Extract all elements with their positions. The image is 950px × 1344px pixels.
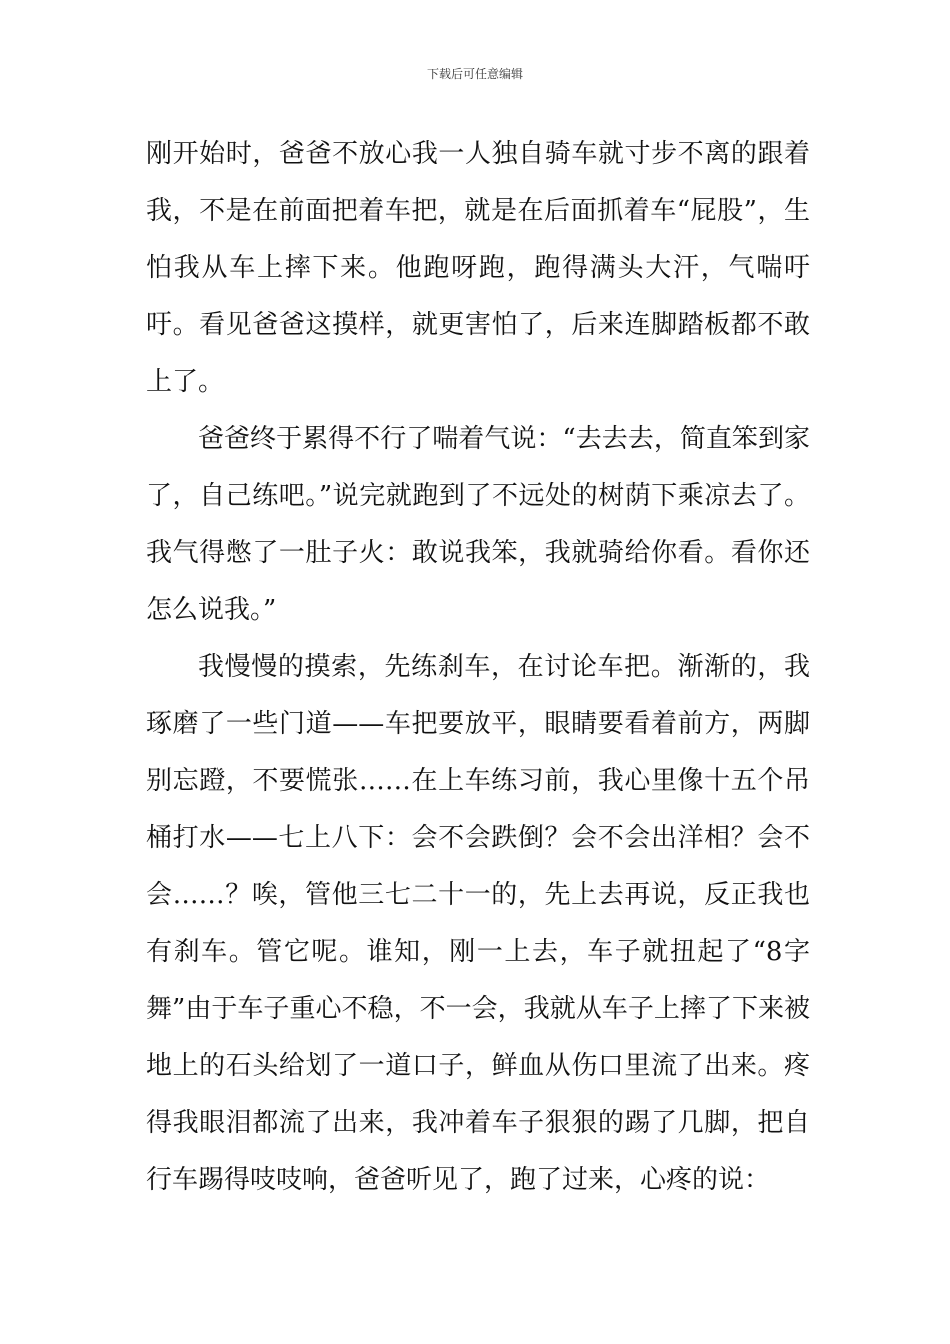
document-body [146, 126, 810, 1209]
page-header: 下载后可任意编辑 [426, 67, 523, 81]
paragraph-1: 刚开始时，爸爸不放心我一人独自骑车就寸步不离的跟着我，不是在前面把着车把，就是在后面抓着车“屁股”，生怕我从车上摔下来。他跑呀跑，跑得满头大汗，气喘吁吁。看见爸爸这摸样，就更害怕了，后来连脚踏板都不敢上了。 [146, 139, 810, 397]
paragraph-3: 我慢慢的摸索，先练刹车，在讨论车把。渐渐的，我琢磨了一些门道——车把要放平，眼睛要看着前方，两脚别忘蹬，不要慌张……在上车练习前，我心里像十五个吊桶打水——七上八下：会不会跌倒？会不会出洋相？会不会……？唉，管他三七二十一的，先上去再说，反正我也有刹车。管它呢。谁知，刚一上去，车子就扭起了“8字舞”由于车子重心不稳，不一会，我就从车子上摔了下来被地上的石头给划了一道口子，鲜血从伤口里流了出来。疼得我眼泪都流了出来，我冲着车子狠狠的踢了几脚，把自行车踢得吱吱响，爸爸听见了，跑了过来，心疼的说： [146, 652, 810, 1195]
paragraph-2: 爸爸终于累得不行了喘着气说：“去去去，简直笨到家了，自己练吧。”说完就跑到了不远处的树荫下乘凉去了。我气得憋了一肚子火：敢说我笨，我就骑给你看。看你还怎么说我。” [146, 424, 810, 625]
